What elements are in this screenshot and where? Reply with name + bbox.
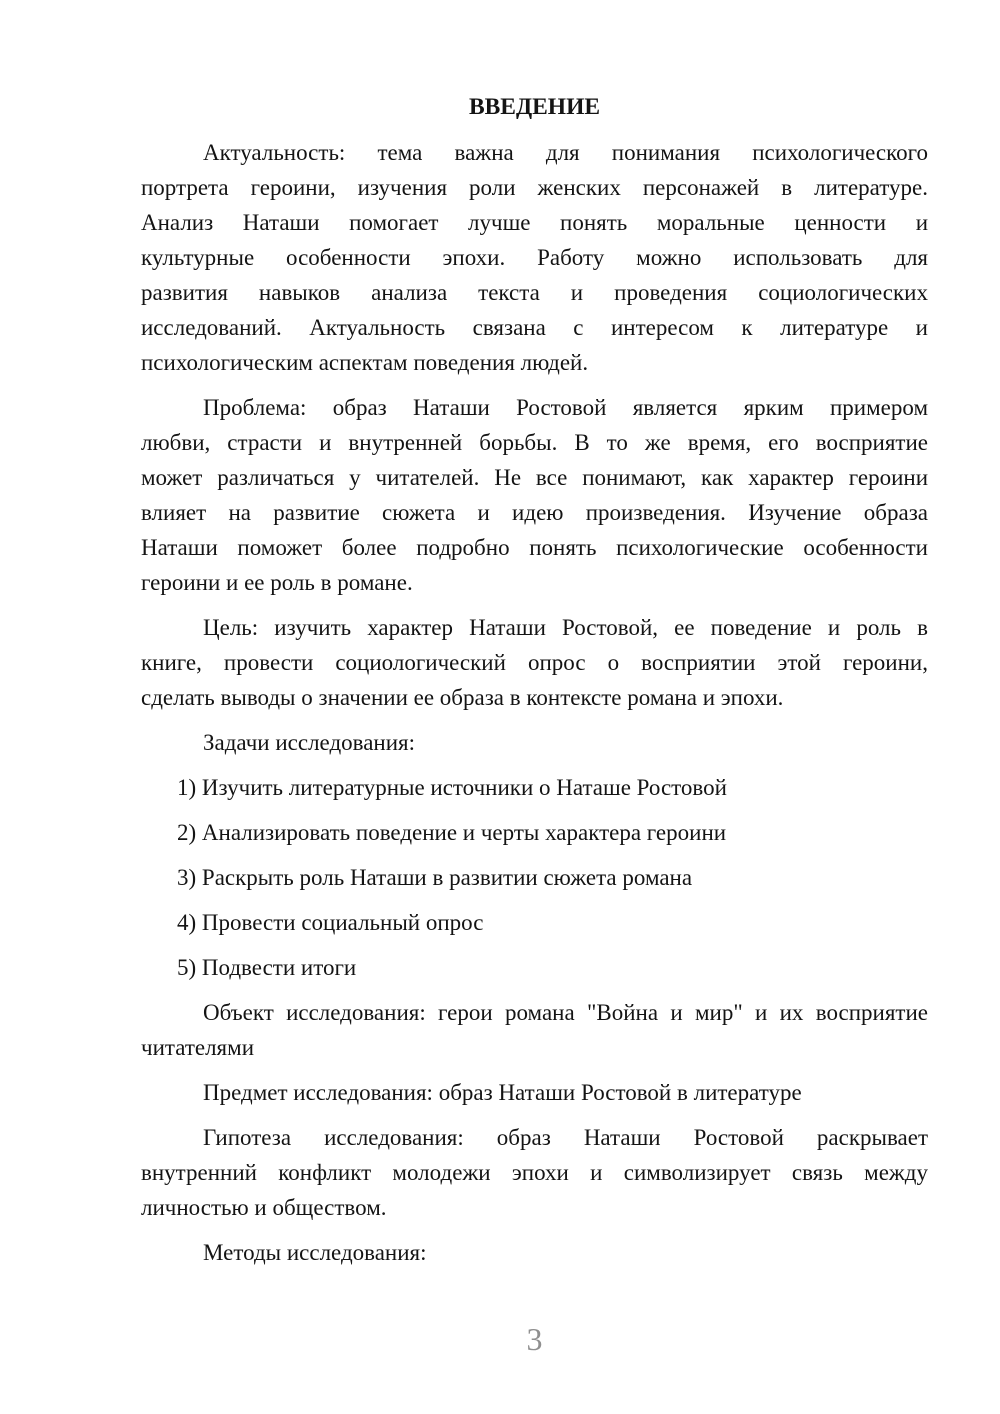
page-title: ВВЕДЕНИЕ	[468, 94, 601, 120]
text-line: личностью и обществом.	[141, 1195, 387, 1220]
text-line: 4) Провести социальный опрос	[177, 910, 484, 935]
text-line: Предмет исследования: образ Наташи Ростовой в литературе	[203, 1080, 802, 1105]
text-line: читателями	[141, 1035, 255, 1060]
document-body	[141, 135, 928, 1270]
text-line: развития навыков анализа текста и проведения социологических	[141, 280, 928, 305]
paragraph	[141, 1235, 928, 1270]
paragraph	[141, 1120, 928, 1225]
text-line: 1) Изучить литературные источники о Наташе Ростовой	[177, 775, 727, 800]
text-line: Объект исследования: герои романа "Война и мир" и их восприятие	[203, 1000, 928, 1025]
text-line: Методы исследования:	[203, 1240, 427, 1265]
text-line: любви, страсти и внутренней борьбы. В то же время, его восприятие	[141, 430, 928, 455]
text-line: Цель: изучить характер Наташи Ростовой, ее поведение и роль в	[203, 615, 928, 640]
text-line: культурные особенности эпохи. Работу можно использовать для	[141, 245, 928, 270]
text-line: влияет на развитие сюжета и идею произведения. Изучение образа	[141, 500, 928, 525]
text-line: 5) Подвести итоги	[177, 955, 357, 980]
page-number: 3	[526, 1321, 543, 1357]
paragraph	[141, 390, 928, 600]
text-line: 3) Раскрыть роль Наташи в развитии сюжета романа	[177, 865, 693, 890]
paragraph	[141, 610, 928, 715]
list-item	[177, 905, 928, 940]
list-item	[177, 860, 928, 895]
paragraph	[141, 135, 928, 380]
list-item	[177, 815, 928, 850]
text-line: Гипотеза исследования: образ Наташи Ростовой раскрывает	[203, 1125, 928, 1150]
text-line: Анализ Наташи помогает лучше понять моральные ценности и	[141, 210, 928, 235]
text-line: 2) Анализировать поведение и черты характера героини	[177, 820, 727, 845]
list-item	[177, 770, 928, 805]
text-line: героини и ее роль в романе.	[141, 570, 413, 595]
text-line: портрета героини, изучения роли женских персонажей в литературе.	[141, 175, 928, 200]
text-line: исследований. Актуальность связана с интересом к литературе и	[141, 315, 928, 340]
paragraph	[141, 995, 928, 1065]
text-line: Проблема: образ Наташи Ростовой является ярким примером	[203, 395, 928, 420]
paragraph	[141, 1075, 928, 1110]
text-line: психологическим аспектам поведения людей.	[141, 350, 589, 375]
list-item	[177, 950, 928, 985]
text-line: Задачи исследования:	[203, 730, 416, 755]
text-line: Наташи поможет более подробно понять психологические особенности	[141, 535, 928, 560]
text-line: может различаться у читателей. Не все понимают, как характер героини	[141, 465, 928, 490]
text-line: внутренний конфликт молодежи эпохи и символизирует связь между	[141, 1160, 928, 1185]
text-line: книге, провести социологический опрос о восприятии этой героини,	[141, 650, 928, 675]
text-line: сделать выводы о значении ее образа в контексте романа и эпохи.	[141, 685, 784, 710]
text-line: Актуальность: тема важна для понимания психологического	[203, 140, 928, 165]
paragraph	[141, 725, 928, 760]
